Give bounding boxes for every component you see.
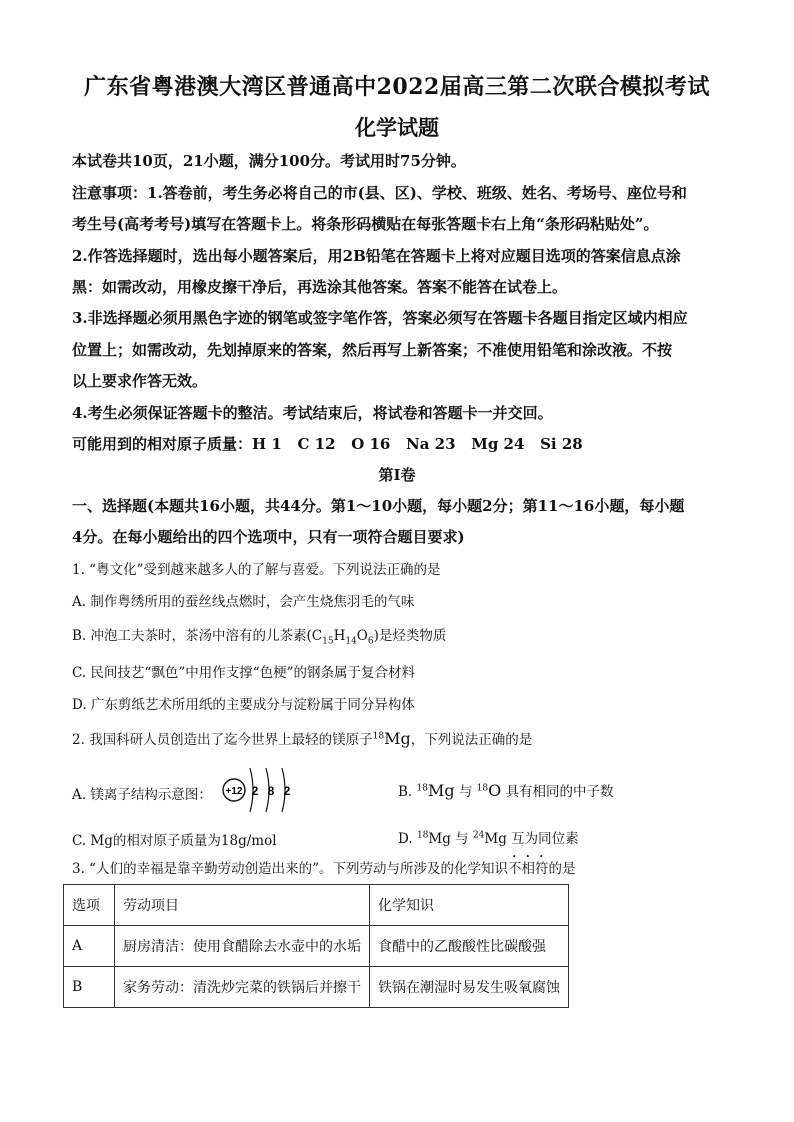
q2-d-text: 与 [455, 831, 469, 847]
table-cell: 食醋中的乙酸酸性比碳酸强 [370, 926, 569, 967]
note-1-line-2: 考生号(高考考号)填写在答题卡上。将条形码横贴在每张答题卡右上角“条形码粘贴处”。 [72, 215, 659, 233]
q2-stem-text: ，下列说法正确的是 [410, 732, 533, 748]
q2-option-b [398, 780, 614, 800]
note-3-line-2: 位置上；如需改动，先划掉原来的答案，然后再写上新答案；不准使用铅笔和涂改液。不按 [72, 341, 673, 359]
table-row [64, 926, 569, 967]
table-row [64, 967, 569, 1008]
element-symbol: Mg [484, 831, 507, 847]
q3-stem [72, 853, 575, 877]
formula-sub: 15 [322, 636, 334, 647]
q2-option-c: C. Mg的相对原子质量为18g/mol [72, 833, 277, 849]
q3-emphasis: 不相符 [507, 861, 549, 877]
note-4: 4.考生必须保证答题卡的整洁。考试结束后，将试卷和答题卡一并交回。 [72, 404, 553, 422]
note-1-line-1: 注意事项：1.答卷前，考生务必将自己的市(县、区)、学校、班级、姓名、考场号、座位号和 [72, 184, 687, 202]
mass-number: 18 [416, 783, 428, 794]
magnesium-ion-structure-diagram [222, 762, 302, 818]
table-header-row [64, 885, 569, 926]
table-cell: B [64, 967, 115, 1008]
section-heading-line-2: 4分。在每小题给出的四个选项中，只有一项符合题目要求) [72, 528, 465, 546]
note-2-line-1: 2.作答选择题时，选出每小题答案后，用2B铅笔在答题卡上将对应题目选项的答案信息点涂 [72, 247, 681, 265]
q2-d-text: 互为同位素 [511, 831, 579, 847]
shell-2-count: 8 [267, 784, 275, 798]
formula-element: O [356, 628, 368, 644]
exam-subject: 化学试题 [355, 115, 439, 140]
mass-number: 18 [372, 731, 385, 742]
volume-heading: 第Ⅰ卷 [378, 466, 416, 484]
formula-sub: 14 [345, 636, 357, 647]
q2-b-text: 具有相同的中子数 [505, 784, 614, 800]
q2-option-d [398, 827, 579, 847]
element-symbol: Mg [428, 831, 451, 847]
section-heading-line-1: 一、选择题(本题共16小题，共44分。第1～10小题，每小题2分；第11～16小题，每小题 [72, 497, 685, 515]
element-symbol: O [488, 781, 502, 800]
q2-option-a: A. 镁离子结构示意图： [72, 787, 212, 803]
exam-title: 广东省粤港澳大湾区普通高中2022届高三第二次联合模拟考试 [84, 74, 710, 100]
mass-number: 18 [476, 783, 489, 794]
q1-stem: 1. “粤文化”受到越来越多人的了解与喜爱。下列说法正确的是 [72, 562, 441, 578]
formula-element: H [333, 628, 346, 644]
q1-b-text: )是烃类物质 [373, 628, 447, 644]
atomic-masses: 可能用到的相对原子质量：H 1 C 12 O 16 Na 23 Mg 24 Si 28 [72, 435, 583, 453]
option-letter: B. [398, 784, 413, 800]
note-3-line-3: 以上要求作答无效。 [72, 372, 208, 390]
element-symbol: Mg [427, 781, 455, 800]
table-cell: A [64, 926, 115, 967]
table-header-cell: 劳动项目 [115, 885, 370, 926]
mass-number: 18 [416, 830, 429, 841]
q2-stem-text: 2. 我国科研人员创造出了迄今世界上最轻的镁原子 [72, 732, 373, 748]
note-2-line-2: 黑：如需改动，用橡皮擦干净后，再选涂其他答案。答案不能答在试卷上。 [72, 278, 568, 296]
table-cell: 厨房清洁：使用食醋除去水壶中的水垢 [115, 926, 370, 967]
q1-option-b [72, 624, 446, 647]
q1-option-c: C. 民间技艺“飘色”中用作支撑“色梗”的钢条属于复合材料 [72, 665, 416, 681]
q1-option-d: D. 广东剪纸艺术所用纸的主要成分与淀粉属于同分异构体 [72, 697, 415, 713]
exam-intro: 本试卷共10页，21小题，满分100分。考试用时75分钟。 [72, 152, 466, 170]
q2-stem [72, 728, 532, 748]
table-cell: 铁锅在潮湿时易发生吸氧腐蚀 [370, 967, 569, 1008]
shell-1-count: 2 [251, 784, 259, 798]
note-3-line-1: 3.非选择题必须用黑色字迹的钢笔或签字笔作答，答案必须写在答题卡各题目指定区域内相应 [72, 309, 688, 327]
formula-sub: 6 [367, 636, 374, 647]
shell-3-count: 2 [283, 784, 291, 798]
table-header-cell: 化学知识 [370, 885, 569, 926]
q3-options-table [63, 884, 569, 1008]
option-letter: D. [398, 831, 413, 847]
q1-option-a: A. 制作粤绣所用的蚕丝线点燃时，会产生烧焦羽毛的气味 [72, 594, 415, 610]
q2-b-text: 与 [458, 784, 473, 800]
q1-b-text: B. 冲泡工夫茶时，茶汤中溶有的儿茶素(C [72, 628, 323, 644]
table-cell: 家务劳动：清洗炒完菜的铁锅后并擦干 [115, 967, 370, 1008]
q3-stem-text: 3. “人们的幸福是靠辛勤劳动创造出来的”。下列劳动与所涉及的化学知识 [72, 861, 508, 877]
q3-stem-text: 的是 [548, 861, 576, 877]
mass-number: 24 [472, 830, 485, 841]
element-symbol: Mg [384, 729, 411, 748]
table-header-cell: 选项 [64, 885, 115, 926]
nucleus-charge: +12 [225, 786, 243, 797]
